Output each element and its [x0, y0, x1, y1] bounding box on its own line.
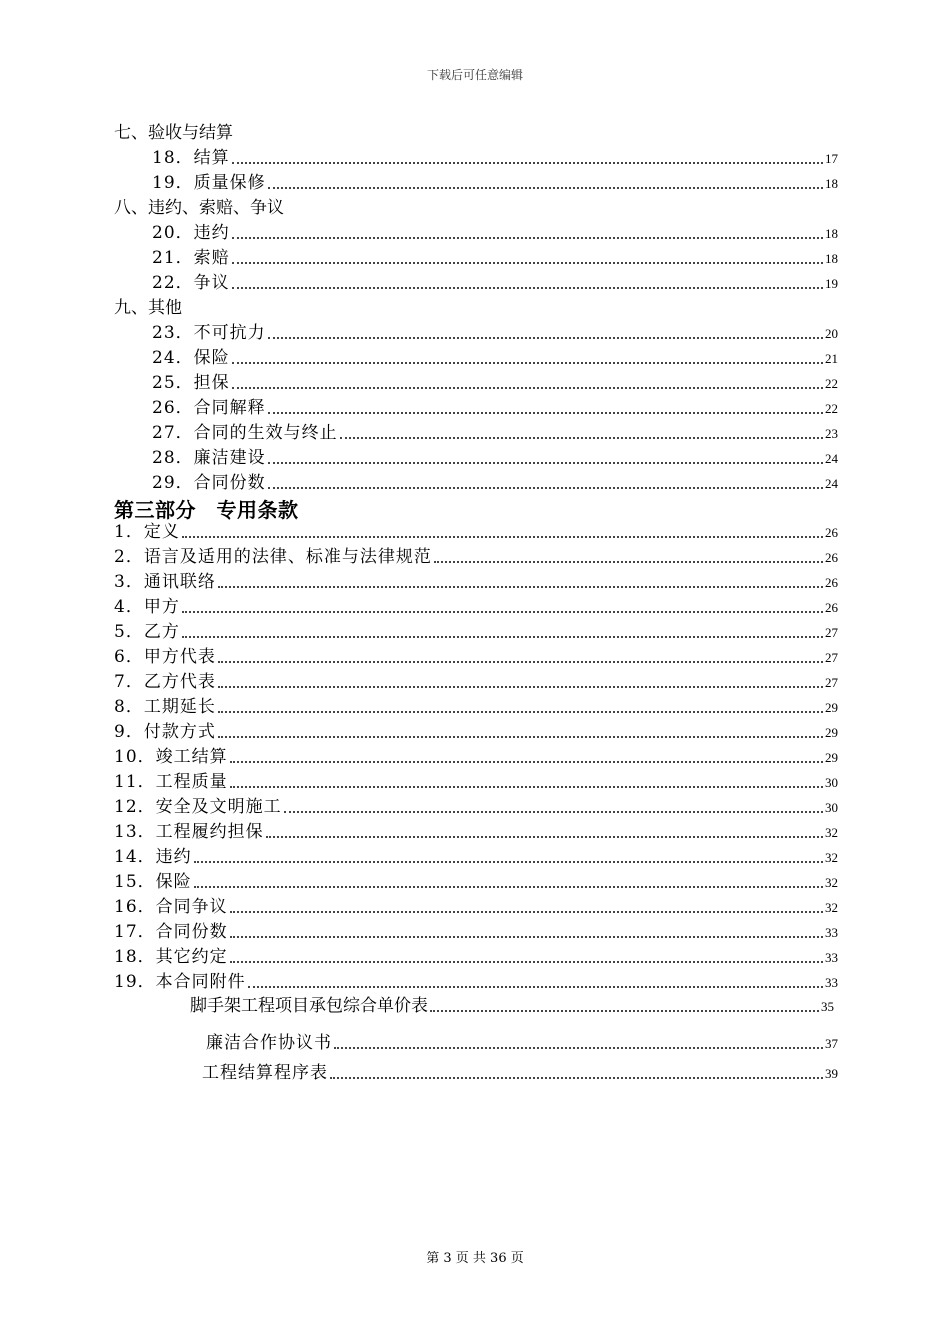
- toc-entry-page: 37: [825, 1036, 838, 1051]
- toc-entry-label: 16．合同争议: [114, 897, 228, 917]
- toc-entry-page: 20: [825, 326, 838, 341]
- toc-dot-leader: [330, 1069, 823, 1079]
- toc-entry-page: 24: [825, 451, 838, 466]
- toc-entry-label: 20．违约: [152, 223, 230, 243]
- toc-entry-label: 10．竣工结算: [114, 747, 228, 767]
- toc-entry-page: 32: [825, 900, 838, 915]
- toc-entry-label: 4．甲方: [114, 597, 180, 617]
- toc-entry-page: 33: [825, 950, 838, 965]
- toc-dot-leader: [230, 753, 823, 763]
- toc-entry-page: 19: [825, 276, 838, 291]
- toc-entry-page: 27: [825, 625, 838, 640]
- toc-dot-leader: [230, 953, 823, 963]
- toc-dot-leader: [232, 154, 823, 164]
- toc-entry[interactable]: [152, 471, 838, 495]
- toc-entry-page: 26: [825, 550, 838, 565]
- toc-entry-page: 24: [825, 476, 838, 491]
- toc-entry[interactable]: [114, 620, 838, 644]
- toc-entry-label: 12．安全及文明施工: [114, 797, 282, 817]
- toc-dot-leader: [232, 254, 823, 264]
- toc-entry-label: 22．争议: [152, 273, 230, 293]
- toc-entry[interactable]: [152, 346, 838, 370]
- toc-entry[interactable]: [114, 745, 838, 769]
- toc-entry[interactable]: [202, 1061, 838, 1085]
- part-three-title: 第三部分 专用条款: [114, 498, 299, 522]
- toc-entry-label: 脚手架工程项目承包综合单价表: [190, 996, 428, 1016]
- page-header: 下载后可任意编辑: [426, 68, 523, 82]
- toc-dot-leader: [268, 479, 823, 489]
- toc-dot-leader: [218, 653, 823, 663]
- toc-entry-page: 22: [825, 401, 838, 416]
- toc-entry-label: 工程结算程序表: [202, 1063, 328, 1083]
- toc-entry-label: 廉洁合作协议书: [206, 1033, 332, 1053]
- section-heading-9: 九、其他: [114, 298, 182, 318]
- toc-entry[interactable]: [114, 520, 838, 544]
- toc-entry-page: 18: [825, 251, 838, 266]
- toc-entry-label: 24．保险: [152, 348, 230, 368]
- toc-entry[interactable]: [114, 795, 838, 819]
- toc-entry[interactable]: [114, 545, 838, 569]
- toc-dot-leader: [230, 903, 823, 913]
- toc-dot-leader: [268, 404, 823, 414]
- toc-entry-label: 25．担保: [152, 373, 230, 393]
- toc-dot-leader: [248, 978, 823, 988]
- toc-dot-leader: [194, 853, 823, 863]
- toc-entry[interactable]: [114, 895, 838, 919]
- toc-entry-page: 35: [821, 999, 834, 1014]
- toc-entry-label: 23．不可抗力: [152, 323, 266, 343]
- toc-entry-label: 2．语言及适用的法律、标准与法律规范: [114, 547, 432, 567]
- toc-dot-leader: [232, 354, 823, 364]
- toc-dot-leader: [434, 553, 823, 563]
- toc-entry[interactable]: [114, 695, 838, 719]
- toc-entry[interactable]: [114, 870, 838, 894]
- toc-entry-label: 27．合同的生效与终止: [152, 423, 338, 443]
- toc-entry[interactable]: [114, 970, 838, 994]
- toc-entry-label: 14．违约: [114, 847, 192, 867]
- toc-dot-leader: [340, 429, 823, 439]
- toc-entry-label: 17．合同份数: [114, 922, 228, 942]
- toc-entry-label: 29．合同份数: [152, 473, 266, 493]
- toc-entry-page: 18: [825, 226, 838, 241]
- toc-entry-page: 17: [825, 151, 838, 166]
- toc-entry-page: 22: [825, 376, 838, 391]
- toc-entry[interactable]: [152, 246, 838, 270]
- toc-entry-page: 32: [825, 850, 838, 865]
- toc-entry-label: 3．通讯联络: [114, 572, 216, 592]
- toc-dot-leader: [230, 778, 823, 788]
- toc-dot-leader: [182, 628, 823, 638]
- toc-dot-leader: [182, 603, 823, 613]
- toc-entry-label: 19．本合同附件: [114, 972, 246, 992]
- toc-entry-page: 26: [825, 525, 838, 540]
- toc-entry[interactable]: [152, 146, 838, 170]
- toc-entry[interactable]: [114, 645, 838, 669]
- toc-dot-leader: [232, 379, 823, 389]
- toc-entry[interactable]: [152, 396, 838, 420]
- toc-entry[interactable]: [114, 820, 838, 844]
- toc-entry[interactable]: [206, 1031, 838, 1055]
- toc-entry-label: 9．付款方式: [114, 722, 216, 742]
- toc-dot-leader: [218, 678, 823, 688]
- toc-dot-leader: [430, 1002, 819, 1012]
- toc-dot-leader: [194, 878, 823, 888]
- toc-dot-leader: [284, 803, 823, 813]
- toc-entry[interactable]: [152, 271, 838, 295]
- toc-dot-leader: [218, 703, 823, 713]
- toc-entry-page: 29: [825, 750, 838, 765]
- toc-entry-page: 27: [825, 675, 838, 690]
- toc-entry[interactable]: [114, 945, 838, 969]
- toc-entry-label: 8．工期延长: [114, 697, 216, 717]
- page-footer: 第 3 页 共 36 页: [426, 1251, 524, 1266]
- toc-entry-page: 23: [825, 426, 838, 441]
- toc-dot-leader: [334, 1039, 823, 1049]
- toc-entry-label: 11．工程质量: [114, 772, 228, 792]
- toc-dot-leader: [218, 728, 823, 738]
- toc-entry-page: 30: [825, 800, 838, 815]
- toc-entry-page: 30: [825, 775, 838, 790]
- toc-entry-page: 39: [825, 1066, 838, 1081]
- section-heading-8: 八、违约、索赔、争议: [114, 198, 284, 218]
- toc-entry-label: 18．其它约定: [114, 947, 228, 967]
- toc-entry[interactable]: [152, 446, 838, 470]
- toc-entry-label: 7．乙方代表: [114, 672, 216, 692]
- toc-entry-label: 13．工程履约担保: [114, 822, 264, 842]
- toc-entry[interactable]: [114, 845, 838, 869]
- toc-entry[interactable]: [114, 570, 838, 594]
- toc-dot-leader: [268, 454, 823, 464]
- toc-entry[interactable]: [114, 770, 838, 794]
- toc-dot-leader: [268, 329, 823, 339]
- toc-entry[interactable]: [152, 371, 838, 395]
- toc-entry[interactable]: [152, 221, 838, 245]
- toc-entry-page: 29: [825, 725, 838, 740]
- toc-entry[interactable]: [190, 994, 834, 1018]
- toc-entry-page: 26: [825, 600, 838, 615]
- toc-entry-label: 5．乙方: [114, 622, 180, 642]
- toc-entry[interactable]: [114, 670, 838, 694]
- toc-entry-page: 27: [825, 650, 838, 665]
- toc-dot-leader: [230, 928, 823, 938]
- toc-dot-leader: [232, 229, 823, 239]
- toc-entry-page: 33: [825, 975, 838, 990]
- toc-entry-page: 26: [825, 575, 838, 590]
- toc-entry-page: 29: [825, 700, 838, 715]
- toc-entry-page: 21: [825, 351, 838, 366]
- toc-entry[interactable]: [114, 595, 838, 619]
- toc-entry-label: 26．合同解释: [152, 398, 266, 418]
- toc-entry-label: 18．结算: [152, 148, 230, 168]
- toc-entry[interactable]: [152, 321, 838, 345]
- toc-entry-page: 32: [825, 825, 838, 840]
- section-heading-7: 七、验收与结算: [114, 123, 233, 143]
- toc-entry-label: 28．廉洁建设: [152, 448, 266, 468]
- toc-entry[interactable]: [152, 171, 838, 195]
- toc-entry-label: 6．甲方代表: [114, 647, 216, 667]
- toc-entry-label: 19．质量保修: [152, 173, 266, 193]
- toc-dot-leader: [218, 578, 823, 588]
- toc-entry[interactable]: [114, 920, 838, 944]
- toc-entry[interactable]: [152, 421, 838, 445]
- toc-dot-leader: [268, 179, 823, 189]
- toc-entry-page: 32: [825, 875, 838, 890]
- toc-entry-page: 18: [825, 176, 838, 191]
- toc-dot-leader: [232, 279, 823, 289]
- toc-dot-leader: [266, 828, 823, 838]
- toc-dot-leader: [182, 528, 823, 538]
- toc-entry-label: 1．定义: [114, 522, 180, 542]
- toc-entry-page: 33: [825, 925, 838, 940]
- toc-entry[interactable]: [114, 720, 838, 744]
- toc-entry-label: 21．索赔: [152, 248, 230, 268]
- toc-entry-label: 15．保险: [114, 872, 192, 892]
